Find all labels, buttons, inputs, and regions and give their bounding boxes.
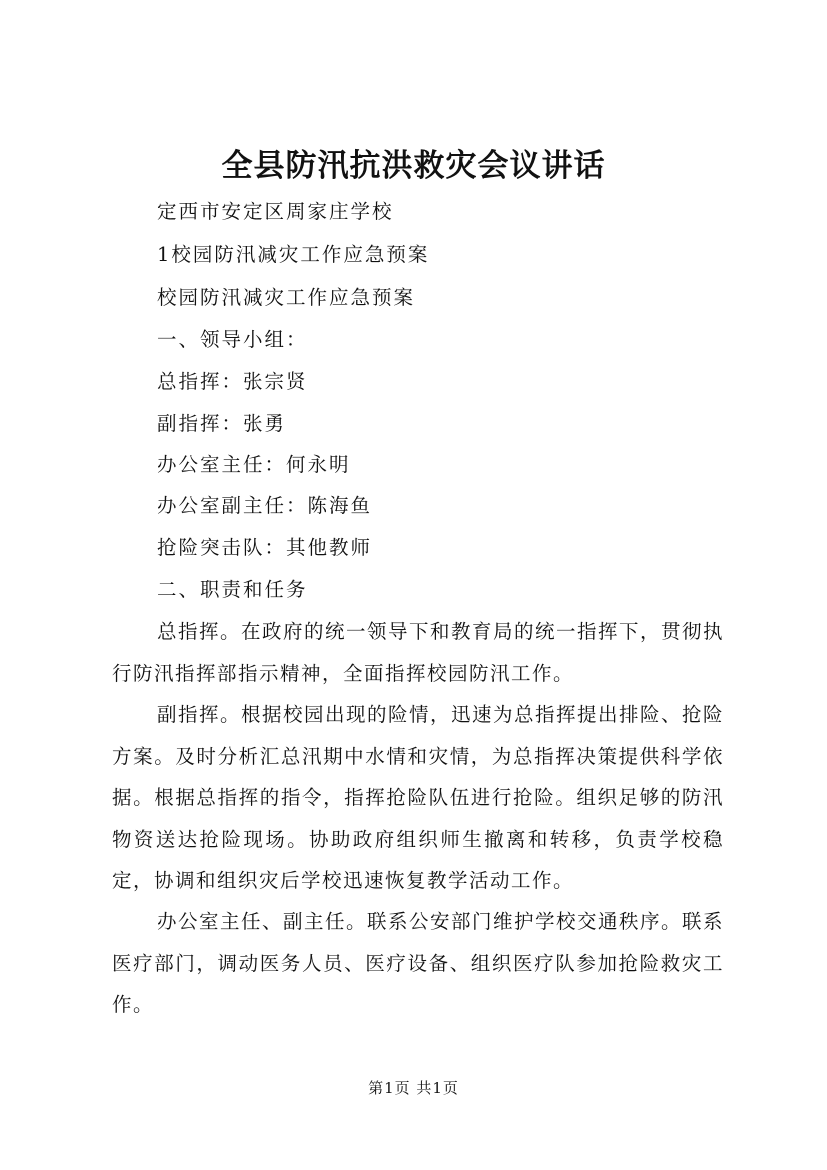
- plan-heading: 校园防汛减灾工作应急预案: [157, 286, 416, 309]
- paragraph-deputy-commander: 副指挥。根据校园出现的险情，迅速为总指挥提出排险、抢险方案。及时分析汇总汛期中水情和灾情，为总指挥决策提供科学依据。根据总指挥的指令，指挥抢险队伍进行抢险。组织足够的防汛物资送达抢险现场。协助政府组织师生撤离和转移，负责学校稳定，协调和组织灾后学校迅速恢复教学活动工作。: [112, 703, 725, 892]
- office-deputy-director-line: 办公室副主任：陈海鱼: [157, 494, 373, 517]
- paragraph-office: 办公室主任、副主任。联系公安部门维护学校交通秩序。联系医疗部门，调动医务人员、医疗设备、组织医疗队参加抢险救灾工作。: [112, 910, 725, 1016]
- deputy-commander-line: 副指挥：张勇: [157, 412, 287, 435]
- plan-heading-numbered: 1校园防汛减灾工作应急预案: [157, 243, 430, 266]
- rescue-team-line: 抢险突击队：其他教师: [157, 536, 373, 559]
- section-heading-duties: 二、职责和任务: [157, 578, 308, 601]
- section-heading-leadership: 一、领导小组：: [157, 328, 308, 351]
- commander-line: 总指挥：张宗贤: [157, 370, 308, 393]
- paragraph-commander: 总指挥。在政府的统一领导下和教育局的统一指挥下，贯彻执行防汛指挥部指示精神，全面指挥校园防汛工作。: [112, 620, 725, 685]
- page-footer: 第1页 共1页: [368, 1079, 459, 1097]
- school-name: 定西市安定区周家庄学校: [157, 200, 394, 223]
- office-director-line: 办公室主任：何永明: [157, 453, 351, 476]
- document-title: 全县防汛抗洪救灾会议讲话: [221, 148, 606, 184]
